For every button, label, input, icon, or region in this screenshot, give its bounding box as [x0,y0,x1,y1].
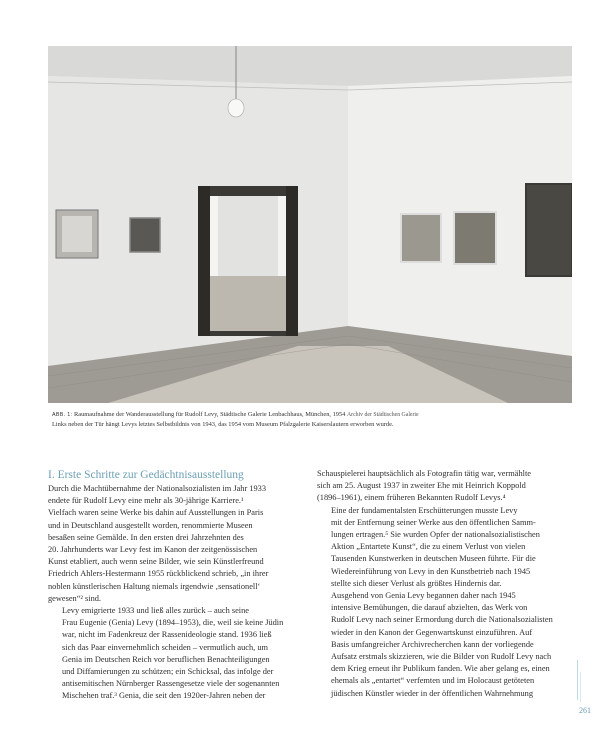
text-line: ehemals als „entartet“ verfemten und im Holocaust getöteten [331,676,535,686]
left-body [48,483,303,703]
caption-line-1 [52,410,572,420]
text-line: dem Krieg erneut ihr Publikum fanden. Wie aber gelang es, einen [331,664,550,674]
text-line: Tausenden Kunstwerken in deutschen Museen führte. Für die [331,554,536,564]
paragraph [317,468,573,505]
text-line: Aufsatz erstmals skizzieren, wie die Bilder von Rudolf Levy nach [331,652,552,662]
text-line: Friedrich Ahlers-Hestermann 1955 rückblickend schrieb, „in ihrer [48,569,269,579]
paragraph [48,605,303,703]
text-line: endete für Rudolf Levy eine mehr als 30-jährige Karriere.¹ [48,496,244,506]
text-line: Mischehen traf.³ Genia, die seit den 1920er-Jahren neben der [62,691,266,701]
text-line: und in Deutschland ausgestellt worden, renommierte Museen [48,520,253,530]
text-line: noblen künstlerischen Haltung niemals irgendwie ‚sensationell‘ [48,581,261,591]
text-line: gewesen“² sind. [48,593,102,603]
text-line: Ausgehend von Genia Levy begannen daher nach 1945 [331,591,516,601]
text-line: Vielfach waren seine Werke bis dahin auf Ausstellungen in Paris [48,508,264,518]
text-line: wieder in den Kanon der Gegenwartskunst einzuführen. Auf [331,627,533,637]
decorative-line [577,660,578,700]
photo-credit: Archiv der Städtischen Galerie [346,412,419,418]
text-line: sich am 25. August 1937 in zweiter Ehe mit Heinrich Koppold [317,481,526,491]
text-line: Levy emigrierte 1933 und ließ alles zurück – auch seine [62,606,249,616]
text-line: sich das Paar einvernehmlich scheiden – vermutlich auch, um [62,642,268,652]
paragraph [317,505,573,590]
paragraph [317,590,573,700]
section-heading: I. Erste Schritte zur Gedächtnisausstellung [48,469,244,481]
text-line: intensive Bemühungen, die darauf abzielten, das Werk von [331,603,528,613]
text-line: antisemitischen Nürnberger Rassengesetze viele der sogenannten [62,679,280,689]
text-line: Wiedereinführung von Levy in den Kunstbetrieb nach 1945 [331,566,531,576]
text-line: Durch die Machtübernahme der Nationalsozialisten im Jahr 1933 [48,484,267,493]
text-line: Schauspielerei hauptsächlich als Fotografin tätig war, vermählte [317,469,531,478]
text-line: Kunst etabliert, auch wenn seine Bilder, wie sein Künstlerfreund [48,557,264,567]
caption-line-2: Links neben der Tür hängt Levys letztes Selbstbildnis von 1943, das 1954 vom Museum Pfalzgalerie Kaiserslautern erworben wurde. [52,421,394,428]
text-line: Eine der fundamentalsten Erschütterungen musste Levy [331,505,518,515]
figure-label: ABB. 1: [52,412,73,418]
gallery-photograph [48,46,572,403]
caption-text: Raumaufnahme der Wanderausstellung für Rudolf Levy, Städtische Galerie Lenbachhaus, München, 1954 [74,411,346,418]
figure-caption [52,410,572,429]
text-line: mit der Entfernung seiner Werke aus den öffentlichen Samm- [331,517,536,527]
text-line: war, nicht im Fadenkreuz der Rassenideologie stand. 1936 ließ [62,630,272,640]
text-column-left [48,468,303,703]
text-line: und Diffamierungen zu schützen; ein Schicksal, das infolge der [62,667,274,677]
text-line: Rudolf Levy nach seiner Ermordung durch die Nationalsozialisten [331,615,553,625]
paragraph [48,483,303,605]
text-line: Frau Eugenie (Genia) Levy (1894–1953), die, weil sie keine Jüdin [62,618,284,628]
text-line: Genia im Deutschen Reich vor beruflichen Benachteiligungen [62,654,270,664]
text-line: besaßen seine Gemälde. In den ersten drei Jahrzehnten des [48,532,244,542]
text-line: 20. Jahrhunderts war Levy fest im Kanon der zeitgenössischen [48,545,258,555]
decorative-line [580,672,581,702]
text-line: stellte sich dieser Verlust als größtes Hindernis dar. [331,578,502,588]
gallery-room-image [48,46,572,403]
text-line: (1896–1961), einem früheren Bekannten Rudolf Levys.⁴ [317,493,506,503]
text-line: jüdischen Künstler wieder in der öffentlichen Wahrnehmung [331,688,533,698]
text-line: Aktion „Entartete Kunst“, die zu einem Verlust von vielen [331,542,526,552]
text-column-right [317,468,573,700]
right-body [317,468,573,700]
page-number: 261 [579,706,591,715]
text-line: lungen ertragen.⁵ Sie wurden Opfer der nationalsozialistischen [331,530,540,540]
text-line: Basis umfangreicher Archivrecherchen kann der vorliegende [331,639,534,649]
